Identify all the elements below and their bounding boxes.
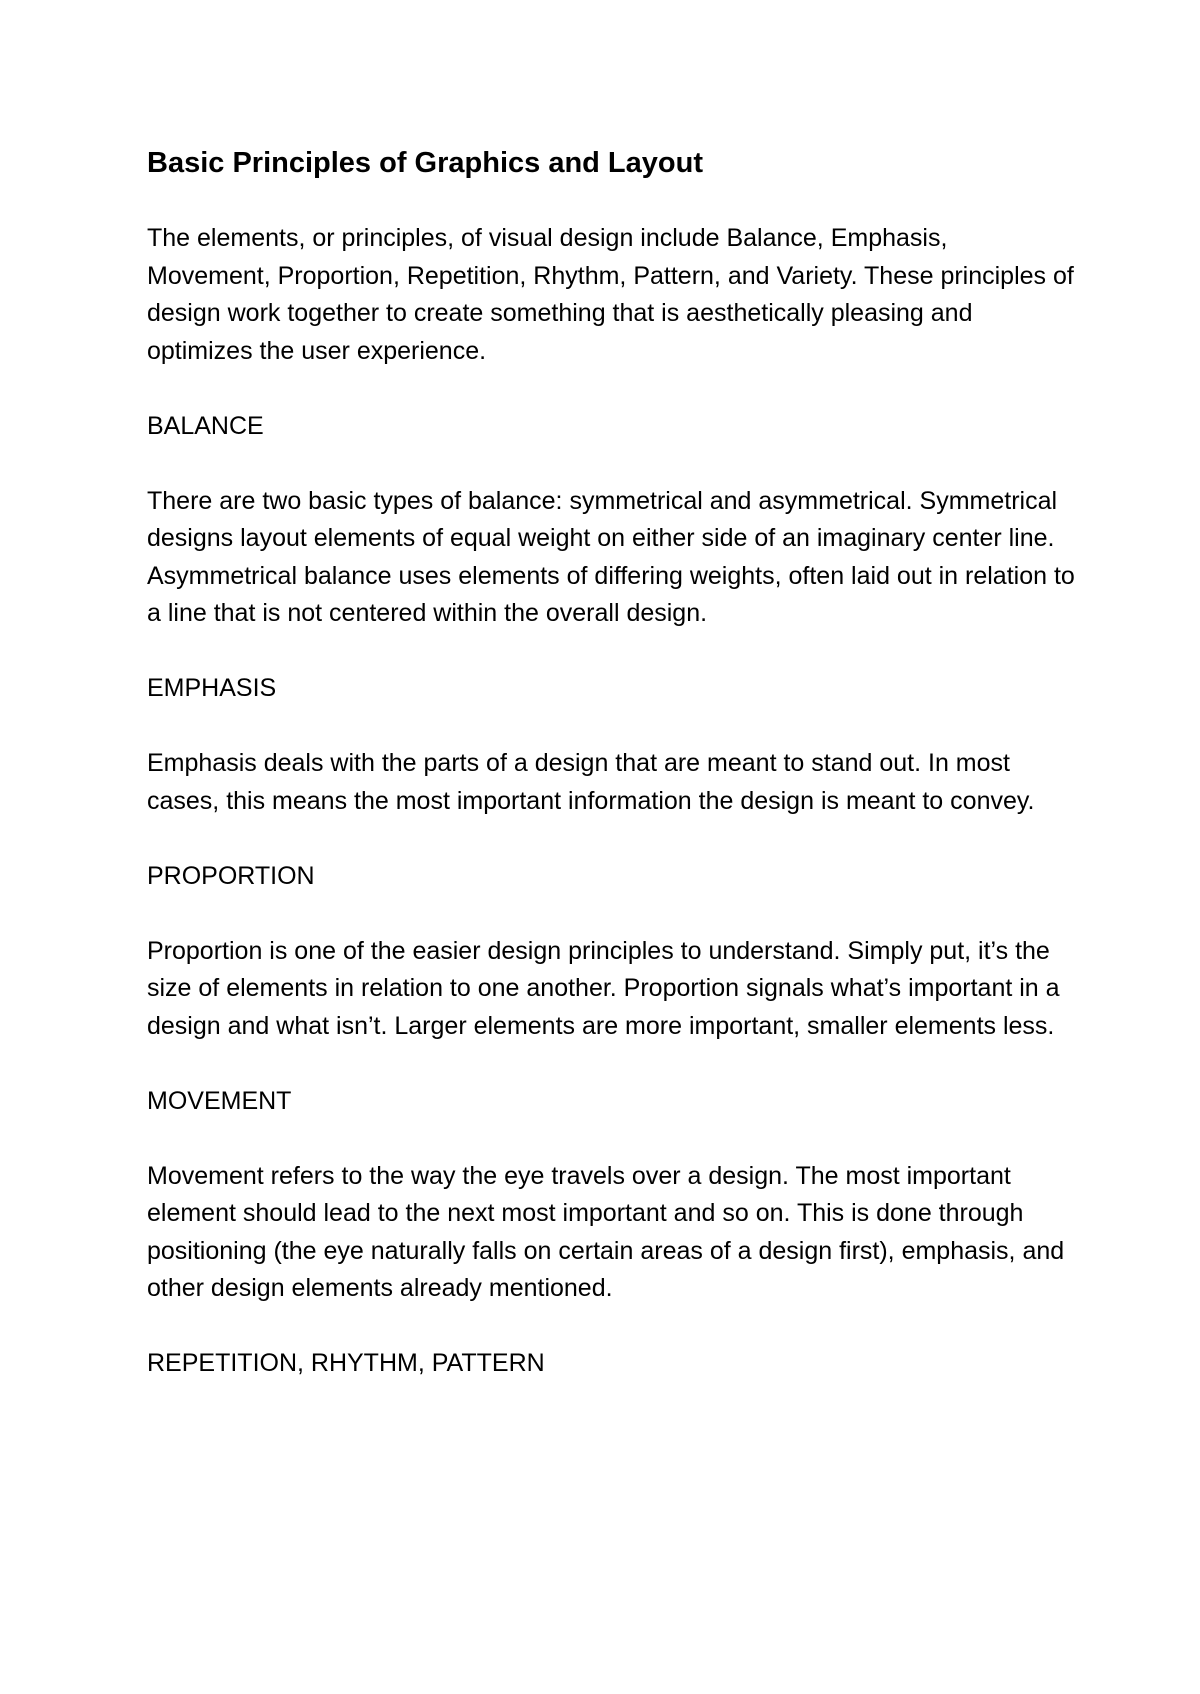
section-body-proportion: Proportion is one of the easier design principles to understand. Simply put, it’s the size of elements in relation to one another. Proportion signals what’s important in a design and what isn’t. Larger elements are more important, smaller elements less. (147, 936, 1060, 1040)
document-title: Basic Principles of Graphics and Layout (147, 147, 703, 179)
section-body-balance: There are two basic types of balance: symmetrical and asymmetrical. Symmetrical designs layout elements of equal weight on either side of an imaginary center line. Asymmetrical balance uses elements of differing weights, often laid out in relation to a line that is not centered within the overall design. (147, 486, 1075, 627)
section-heading-balance: BALANCE (147, 411, 264, 440)
intro-paragraph: The elements, or principles, of visual design include Balance, Emphasis, Movement, Proportion, Repetition, Rhythm, Pattern, and Variety. These principles of design work together to create something that is aesthetically pleasing and optimizes the user experience. (147, 224, 1074, 365)
section-heading-proportion: PROPORTION (147, 861, 315, 890)
section-heading-repetition: REPETITION, RHYTHM, PATTERN (147, 1349, 545, 1377)
section-heading-emphasis: EMPHASIS (147, 674, 277, 702)
section-body-movement: Movement refers to the way the eye travels over a design. The most important element should lead to the next most important and so on. This is done through positioning (the eye naturally falls on certain areas of a design first), emphasis, and other design elements already mentioned. (147, 1161, 1065, 1302)
section-body-emphasis: Emphasis deals with the parts of a design that are meant to stand out. In most cases, this means the most important information the design is meant to convey. (147, 749, 1035, 815)
section-heading-movement: MOVEMENT (147, 1086, 292, 1115)
